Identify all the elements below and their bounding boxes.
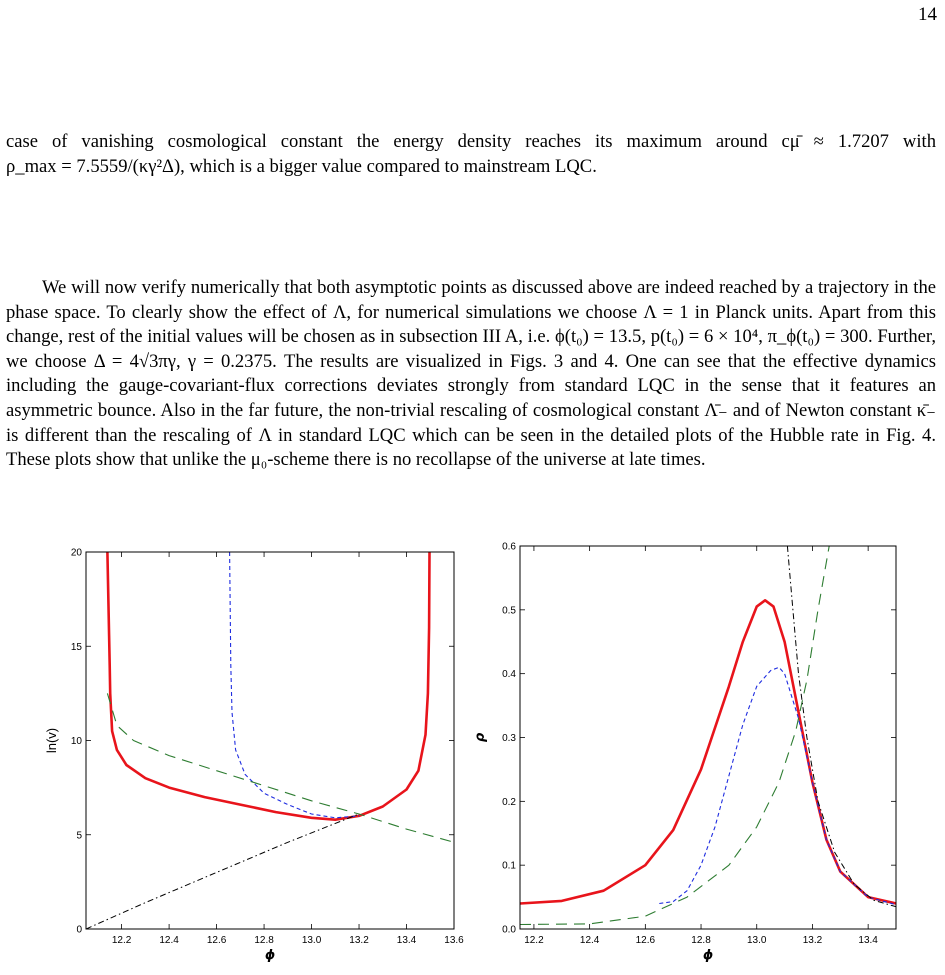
x-tick-label: 13.2 bbox=[802, 935, 823, 946]
p1-text-b: with bbox=[888, 131, 936, 152]
chart-rho-svg bbox=[470, 533, 940, 973]
p2-s3: , bbox=[758, 326, 768, 348]
page-number: 14 bbox=[918, 4, 937, 25]
x-tick-label: 13.4 bbox=[858, 935, 878, 946]
p1-math-rhomax: ρ_max = 7.5559/(κγ²Δ) bbox=[6, 155, 181, 177]
series-group bbox=[520, 546, 896, 925]
p2-s6: . The results are visualized in Figs. 3 and 4. One can see that the effective dynamics including the gauge-covariant-flux corrections deviates strongly from standard LQC in the sense that it features an asymmetric bounce. Also in the far future, the non-trivial rescaling of cosmological constant bbox=[6, 350, 936, 421]
paragraph-1 bbox=[6, 130, 936, 179]
p2-m5: γ = 0.2375 bbox=[187, 350, 273, 372]
series-green-longdash-line bbox=[107, 693, 454, 842]
y-tick-label: 0.0 bbox=[502, 924, 516, 936]
p2-m8: μ₀ bbox=[250, 449, 268, 471]
p2-s8: is different than the rescaling of Λ in standard LQC which can be seen in the detailed plots of the Hubble rate in Fig. 4. These plots show that unlike the bbox=[6, 424, 936, 471]
x-tick-label: 13.0 bbox=[747, 935, 767, 946]
p2-m2: p(t₀) = 6 × 10⁴ bbox=[650, 326, 759, 348]
y-tick-label: 0.3 bbox=[502, 733, 516, 744]
y-tick-label: 0.5 bbox=[502, 605, 516, 617]
figure-left-lnv-plot bbox=[0, 533, 470, 973]
y-tick-label: 20 bbox=[70, 547, 82, 559]
figure-right-rho-plot bbox=[470, 533, 940, 973]
p2-s5: , bbox=[176, 350, 188, 372]
x-tick-label: 13.2 bbox=[349, 935, 369, 946]
y-tick-label: 15 bbox=[70, 641, 82, 653]
p2-m3: π_ϕ(t₀) = 300 bbox=[767, 326, 868, 348]
series-red-solid-line bbox=[520, 600, 896, 903]
y-tick-label: 0.4 bbox=[502, 669, 516, 681]
p2-m6: Λ̄₋ bbox=[704, 399, 728, 421]
x-tick-label: 12.2 bbox=[524, 935, 544, 946]
x-tick-label: 12.6 bbox=[635, 935, 656, 946]
series-group bbox=[86, 552, 454, 929]
series-black-dashdot-line bbox=[86, 814, 359, 929]
y-axis-title: ρ bbox=[473, 732, 488, 743]
p1-text-a: case of vanishing cosmological constant the energy density reaches its maximum around bbox=[6, 131, 782, 152]
p2-s2: , bbox=[641, 326, 651, 348]
paragraph-2 bbox=[6, 276, 936, 473]
chart-lnv-svg bbox=[0, 533, 470, 973]
p2-m1: ϕ(t₀) = 13.5 bbox=[555, 326, 642, 348]
p2-s7: and of Newton constant bbox=[727, 399, 917, 421]
plot-frame bbox=[86, 552, 454, 929]
p1-text-c: , which is a bigger value compared to mainstream LQC. bbox=[180, 155, 597, 177]
x-tick-label: 13.4 bbox=[396, 935, 417, 946]
y-axis-title: ln(v) bbox=[44, 727, 59, 754]
series-green-longdash-line bbox=[520, 546, 829, 925]
p2-s9: -scheme there is no recollapse of the universe at late times. bbox=[267, 449, 706, 471]
p2-m7: κ̄₋ bbox=[916, 399, 936, 421]
p2-s1: We will now verify numerically that both asymptotic points as discussed above are indeed reached by a trajectory in the phase space. To clearly show the effect of Λ, for numerical simulations we choose Λ = 1 in Planck units. Apart from this change, rest of the initial values will be chosen as in subsection III A, i.e. bbox=[6, 277, 936, 348]
x-tick-label: 12.2 bbox=[111, 935, 132, 946]
x-tick-label: 12.4 bbox=[159, 935, 179, 946]
x-tick-label: 12.6 bbox=[206, 935, 227, 946]
x-tick-label: 12.8 bbox=[691, 935, 711, 946]
y-tick-label: 10 bbox=[70, 736, 82, 747]
series-blue-dashed-line bbox=[230, 552, 359, 818]
y-tick-label: 0.1 bbox=[502, 860, 516, 872]
series-black-dashdot-line bbox=[787, 546, 896, 907]
p2-s4: . Further, we choose bbox=[6, 326, 936, 372]
x-axis-title: ϕ bbox=[264, 948, 276, 963]
x-tick-label: 13.0 bbox=[301, 935, 322, 946]
p1-math-cmu: cμ̄ ≈ 1.7207 bbox=[781, 131, 889, 152]
x-tick-label: 12.8 bbox=[254, 935, 274, 946]
x-axis-title: ϕ bbox=[702, 948, 714, 963]
x-tick-label: 13.6 bbox=[444, 935, 464, 946]
y-tick-label: 0.6 bbox=[502, 541, 516, 553]
y-tick-label: 0 bbox=[76, 924, 82, 936]
p2-m4: Δ = 4√3πγ bbox=[93, 350, 176, 372]
y-tick-label: 0.2 bbox=[502, 796, 516, 808]
y-tick-label: 5 bbox=[76, 830, 82, 842]
series-red-solid-line bbox=[107, 552, 429, 820]
x-tick-label: 12.4 bbox=[579, 935, 600, 946]
